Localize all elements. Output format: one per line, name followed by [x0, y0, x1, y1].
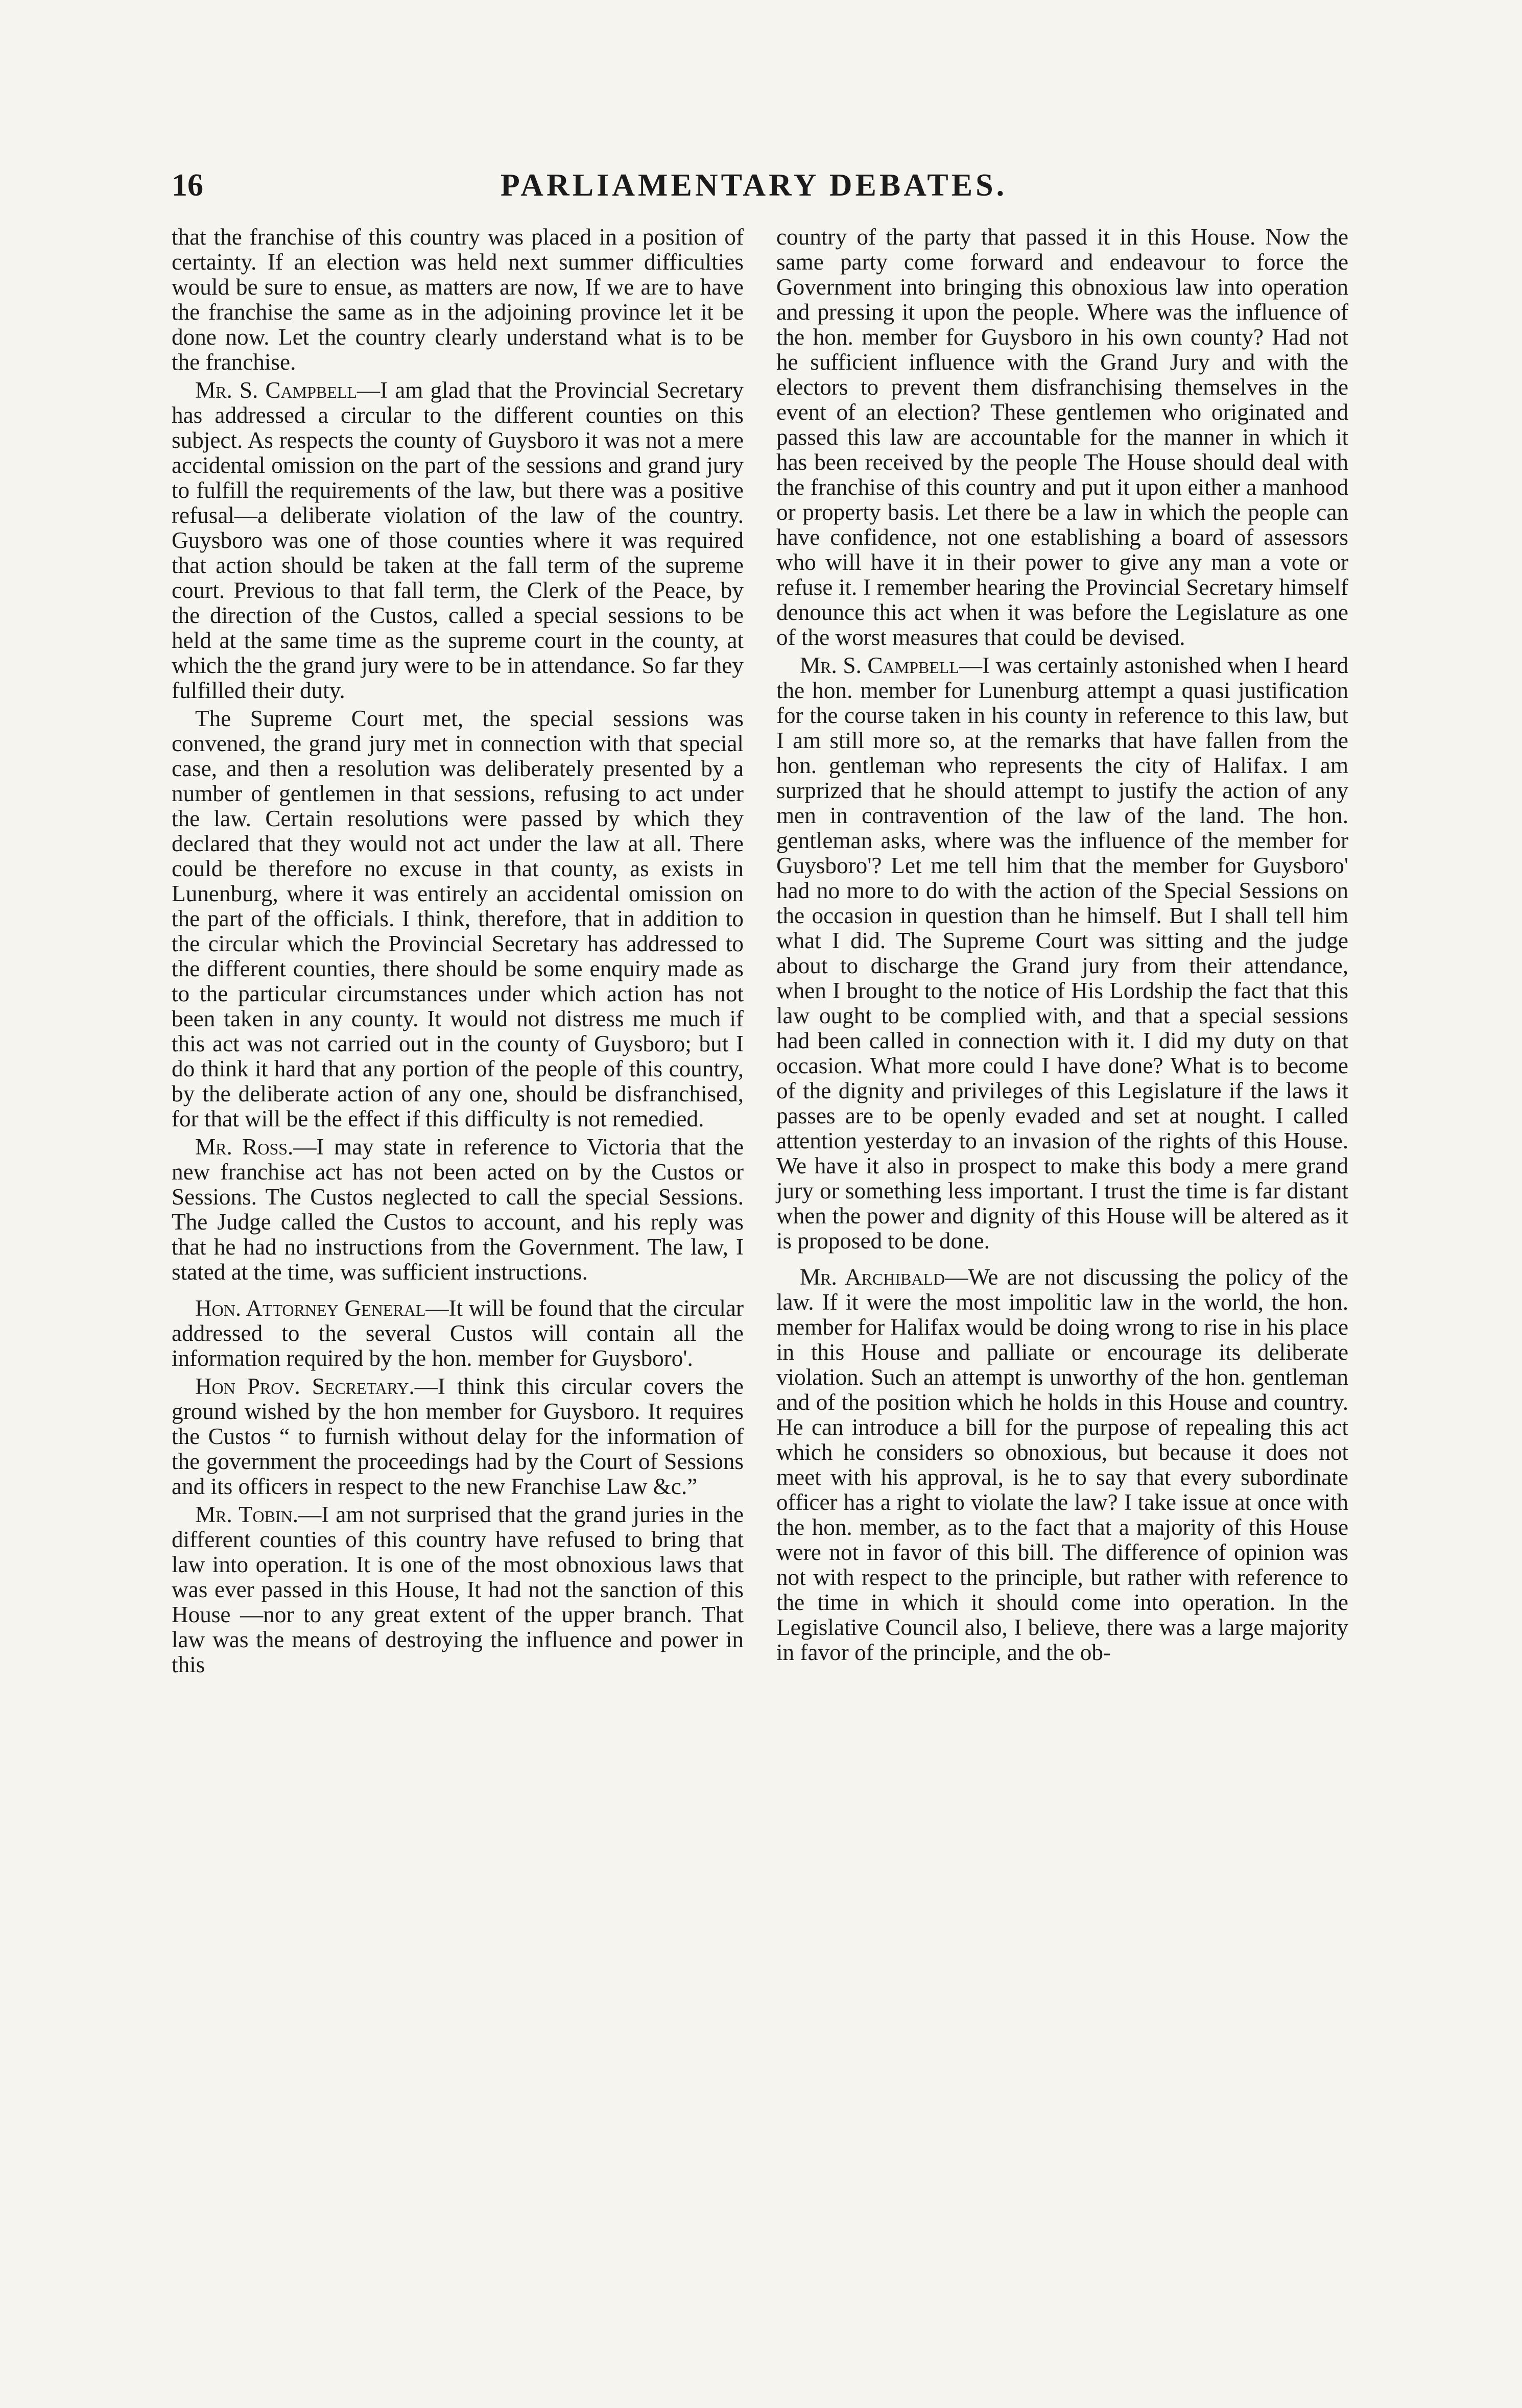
page-number: 16 [172, 168, 203, 203]
paragraph-text: that the franchise of this country was placed in a position of certainty. If an election was held next summer difficulties would be sure to ensue, as matters are now, If we are to have the franchise the same as in the adjoining province let it be done now. Let the country clearly understand what is to be the franchise. [172, 224, 744, 375]
paragraph-text: —We are not discussing the policy of the law. If it were the most impolitic law in the world, the hon. member for Halifax would be doing wrong to rise in his place in this House and palliate or encourage its deliberate violation. Such an attempt is unworthy of the hon. gentleman and of the position which he holds in this House and country. He can introduce a bill for the purpose of repealing this act which he considers so obnoxious, but because it does not meet with his approval, is he to say that every subordinate officer has a right to violate the law? I take issue at once with the hon. member, as to the fact that a majority of this House were not in favor of this bill. The difference of opinion was not with respect to the principle, but rather with reference to the time in which it should come into operation. In the Legislative Council also, I believe, there was a large majority in favor of the principle, and the ob- [776, 1264, 1348, 1665]
paragraph [172, 378, 744, 703]
speaker-name: Hon Prov. Secretary [195, 1374, 409, 1399]
paragraph-text: .—I think this circular covers the ground wished by the hon member for Guysboro. It requires the Custos “ to furnish without delay for the information of the government the proceedings had by the Court of Sessions and its officers in respect to the new Franchise Law &c.” [172, 1374, 744, 1499]
paragraph [776, 653, 1348, 1254]
left-column [172, 225, 744, 1680]
paragraph-text: .—I am not surprised that the grand juries in the different counties of this country have refused to bring that law into operation. It is one of the most obnoxious laws that was ever passed in this House, It had not the sanction of this House —nor to any great extent of the upper branch. That law was the means of destroying the influence and power in this [172, 1502, 744, 1677]
paragraph [172, 706, 744, 1131]
paragraph-text: —I am glad that the Provincial Secretary has addressed a circular to the different counties on this subject. As respects the county of Guysboro it was not a mere accidental omission on the part of the sessions and grand jury to fulfill the requirements of the law, but there was a positive refusal—a deliberate violation of the law of the country. Guysboro was one of those counties where it was required that action should be taken at the fall term of the supreme court. Previous to that fall term, the Clerk of the Peace, by the direction of the Custos, called a special sessions to be held at the same time as the supreme court in the county, at which the the grand jury were to be in attendance. So far they fulfilled their duty. [172, 377, 744, 703]
paragraph-text: —It will be found that the circular addressed to the several Custos will contain all the information required by the hon. member for Guysboro'. [172, 1295, 744, 1371]
paragraph [776, 225, 1348, 650]
speaker-name: Mr. S. Campbell [195, 377, 357, 403]
speaker-name: Mr. Ross [195, 1134, 288, 1160]
speaker-name: Mr. Tobin [195, 1502, 293, 1527]
right-column [776, 225, 1348, 1668]
paragraph-text: .—I may state in reference to Victoria that the new franchise act has not been acted on by the Custos or Sessions. The Custos neglected to call the special Sessions. The Judge called the Custos to account, and his reply was that he had no instructions from the Government. The law, I stated at the time, was sufficient instructions. [172, 1134, 744, 1285]
paragraph [172, 1502, 744, 1677]
paragraph-text: The Supreme Court met, the special sessions was convened, the grand jury met in connection with that special case, and then a resolution was deliberately presented by a number of gentlemen in that sessions, refusing to act under the law. Certain resolutions were passed by which they declared that they would not act under the law at all. There could be therefore no excuse in that county, as exists in Lunenburg, where it was entirely an accidental omission on the part of the officials. I think, therefore, that in addition to the circular which the Provincial Secretary has addressed to the different counties, there should be some enquiry made as to the particular circumstances under which action has not been taken in any county. It would not distress me much if this act was not carried out in the county of Guysboro; but I do think it hard that any portion of the people of this country, by the deliberate action of any one, should be disfranchised, for that will be the effect if this difficulty is not remedied. [172, 706, 744, 1131]
paragraph-text: —I was certainly astonished when I heard the hon. member for Lunenburg attempt a quasi justification for the course taken in his county in reference to this law, but I am still more so, at the remarks that have fallen from the hon. gentleman who represents the city of Halifax. I am surprized that he should attempt to justify the action of any men in contravention of the law of the land. The hon. gentleman asks, where was the influence of the member for Guysboro'? Let me tell him that the member for Guysboro' had no more to do with the action of the Special Sessions on the occasion in question than he himself. But I shall tell him what I did. The Supreme Court was sitting and the judge about to discharge the Grand jury from their attendance, when I brought to the notice of His Lordship the fact that this law ought to be complied with, and that a special sessions had been called in connection with it. I did my duty on that occasion. What more could I have done? What is to become of the dignity and privileges of this Legislature if the laws it passes are to be openly evaded and set at nought. I called attention yesterday to an invasion of the rights of this House. We have it also in prospect to make this body a mere grand jury or something less important. I trust the time is far distant when the power and dignity of this House will be altered as it is proposed to be done. [776, 653, 1349, 1254]
speaker-name: Hon. Attorney General [195, 1295, 426, 1321]
paragraph [776, 1265, 1348, 1665]
speaker-name: Mr. S. Campbell [800, 653, 959, 678]
page-header [172, 162, 1346, 208]
paragraph [172, 1135, 744, 1285]
speaker-name: Mr. Archibald [800, 1264, 945, 1290]
running-title: PARLIAMENTARY DEBATES. [500, 168, 1008, 203]
paragraph-text: country of the party that passed it in this House. Now the same party come forward and endeavour to force the Government into bringing this obnoxious law into operation and pressing it upon the people. Where was the influence of the hon. member for Guysboro in his own county? Had not he sufficient influence with the Grand Jury and with the electors to prevent them disfranchising themselves in the event of an election? These gentlemen who originated and passed this law are accountable for the manner in which it has been received by the people The House should deal with the franchise of this country and put it upon either a manhood or property basis. Let there be a law in which the people can have confidence, not one establishing a board of assessors who will have it in their power to give any man a vote or refuse it. I remember hearing the Provincial Secretary himself denounce this act when it was before the Legislature as one of the worst measures that could be devised. [776, 224, 1348, 650]
paragraph [172, 1374, 744, 1499]
paragraph [172, 225, 744, 375]
paragraph [172, 1296, 744, 1371]
